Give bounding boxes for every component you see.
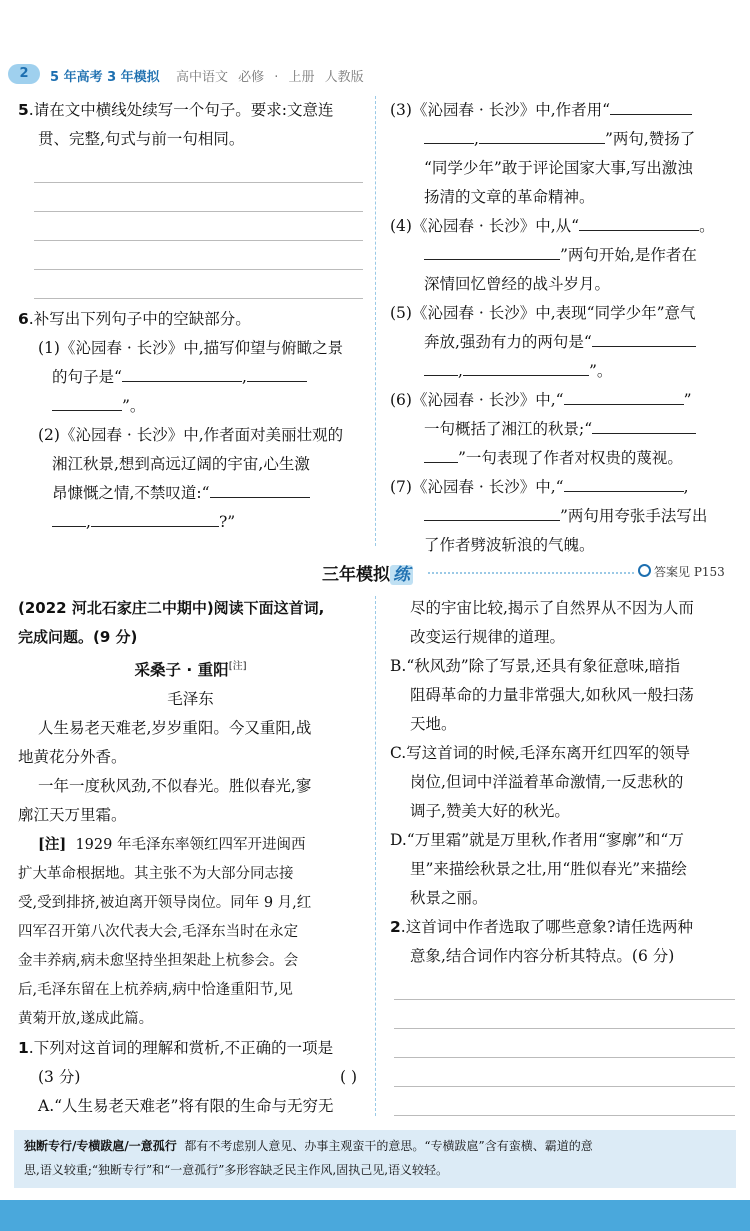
section-dotted-rule xyxy=(428,572,634,574)
blank[interactable] xyxy=(52,508,86,527)
answer-line[interactable] xyxy=(34,212,363,241)
blank[interactable] xyxy=(424,502,560,521)
section-title: 三年模拟 练 xyxy=(322,560,413,585)
blank[interactable] xyxy=(424,444,458,463)
option-d: D.“万里霜”就是万里秋,作者用“寥廓”和“万 xyxy=(390,831,684,849)
blank[interactable] xyxy=(592,328,696,347)
answer-line[interactable] xyxy=(394,1058,735,1087)
question-5: 5.请在文中横线处续写一个句子。要求:文意连 xyxy=(18,101,334,119)
blank[interactable] xyxy=(247,363,307,382)
blank[interactable] xyxy=(52,392,122,411)
question-2: 2.这首词中作者选取了哪些意象?请任选两种 xyxy=(390,918,694,936)
blank[interactable] xyxy=(564,386,684,405)
left-top-column: 5.请在文中横线处续写一个句子。要求:文意连 贯、完整,句式与前一句相同。 6.补写出下列句子中的空缺部分。 (1)《沁园春 · 长沙》中,描写仰望与俯瞰之景 的句子是“ , ”。 (2)《沁园春 · 长沙》中,作者面对美丽壮观的 湘江秋景,想到高远辽阔的宇宙,心生激 昂慷慨之情,不禁叹道:“ , ?” xyxy=(18,96,363,537)
book-subtitle: 高中语文 必修 · 上册 人教版 xyxy=(176,70,364,85)
answer-reference[interactable]: 答案见 P153 xyxy=(638,563,725,580)
blank[interactable] xyxy=(579,212,699,231)
blank[interactable] xyxy=(424,241,560,260)
right-bottom-column: 尽的宇宙比较,揭示了自然界从不因为人而 改变运行规律的道理。 B.“秋风劲”除了写景,还具有象征意味,暗指 阻碍革命的力量非常强大,如秋风一般扫荡 天地。 C.写这首词的时候,毛泽东离开红四军的领导 岗位,但词中洋溢着革命激情,一反悲秋的 调子,赞美大好的秋光。 D.“万里霜”就是万里秋,作者用“寥廓”和“万 里”来描绘秋景之壮,用“胜似春光”来描绘 秋景之丽。 2.这首词中作者选取了哪些意象?请任选两种 意象,结合词作内容分析其特点。(6 分) xyxy=(390,594,735,1116)
blank[interactable] xyxy=(610,96,692,115)
vocabulary-note: 独断专行/专横跋扈/一意孤行 都有不考虑别人意见、办事主观蛮干的意思。“专横跋扈”含有蛮横、霸道的意 思,语义较重;“独断专行”和“一意孤行”多形容缺乏民主作风,固执己见,语义较轻。 xyxy=(14,1130,736,1188)
poem-author: 毛泽东 xyxy=(167,690,214,709)
answer-line[interactable] xyxy=(394,1029,735,1058)
answer-line[interactable] xyxy=(394,1000,735,1029)
page-bottom-band xyxy=(0,1200,750,1231)
answer-line[interactable] xyxy=(34,154,363,183)
question-6: 6.补写出下列句子中的空缺部分。 xyxy=(18,310,251,328)
question-1: 1.下列对这首词的理解和赏析,不正确的一项是 xyxy=(18,1039,334,1058)
book-title: 5 年高考 3 年模拟 xyxy=(50,70,160,85)
top-margin xyxy=(0,0,750,58)
answer-line[interactable] xyxy=(34,183,363,212)
page-header xyxy=(0,62,750,88)
right-top-column: (3)《沁园春 · 长沙》中,作者用“ , ”两句,赞扬了 “同学少年”敢于评论国家大事,写出激浊 扬清的文章的革命精神。 (4)《沁园春 · 长沙》中,从“ 。 ”两句开始,是作者在 深情回忆曾经的战斗岁月。 (5)《沁园春 · 长沙》中,表现“同学少年”意气 奔放,强劲有力的两句是“ , ”。 (6)《沁园春 · 长沙》中,“ ” 一句概括了湘江的秋景;“ ”一句表现了作者对权贵的蔑视。 (7)《沁园春 · 长沙》中,“ , ”两句用夸张手法写出 了作者劈波斩浪的气魄。 xyxy=(390,96,735,560)
blank[interactable] xyxy=(91,508,219,527)
blank[interactable] xyxy=(424,125,474,144)
option-b: B.“秋风劲”除了写景,还具有象征意味,暗指 xyxy=(390,657,681,675)
page-number: 2 xyxy=(8,64,40,84)
blank[interactable] xyxy=(592,415,696,434)
blank[interactable] xyxy=(210,479,310,498)
blank[interactable] xyxy=(424,357,458,376)
poem-title: 采桑子 · 重阳[注] xyxy=(134,661,247,680)
blank[interactable] xyxy=(564,473,684,492)
blank[interactable] xyxy=(479,125,605,144)
answer-line[interactable] xyxy=(34,241,363,270)
option-c: C.写这首词的时候,毛泽东离开红四军的领导 xyxy=(390,744,691,762)
answer-paren[interactable]: ( ) xyxy=(339,1068,357,1087)
column-divider-bottom xyxy=(375,596,376,1116)
magnifier-icon xyxy=(638,564,651,577)
blank[interactable] xyxy=(463,357,589,376)
section-heading xyxy=(0,558,750,588)
column-divider-top xyxy=(375,96,376,546)
blank[interactable] xyxy=(122,363,242,382)
left-bottom-column: (2022 河北石家庄二中期中)阅读下面这首词, 完成问题。(9 分) 采桑子 · 重阳[注] 毛泽东 人生易老天难老,岁岁重阳。今又重阳,战 地黄花分外香。 一年一度秋风劲,不似春光。胜似春光,寥 廓江天万里霜。 [注] 1929 年毛泽东率领红四军开进闽西 扩大革命根据地。其主张不为大部分同志接 受,受到排挤,被迫离开领导岗位。同年 9 月,红 四军召开第八次代表大会,毛泽东当时在永定 金丰养病,病未愈坚持坐担架赴上杭参会。会 后,毛泽东留在上杭养病,病中恰逢重阳节,见 黄菊开放,遂成此篇。 1.下列对这首词的理解和赏析,不正确的一项是 (3 分) ( ) A.“人生易老天难老”将有限的生命与无穷无 xyxy=(18,594,363,1121)
answer-line[interactable] xyxy=(394,1087,735,1116)
answer-line[interactable] xyxy=(394,971,735,1000)
answer-line[interactable] xyxy=(34,270,363,299)
